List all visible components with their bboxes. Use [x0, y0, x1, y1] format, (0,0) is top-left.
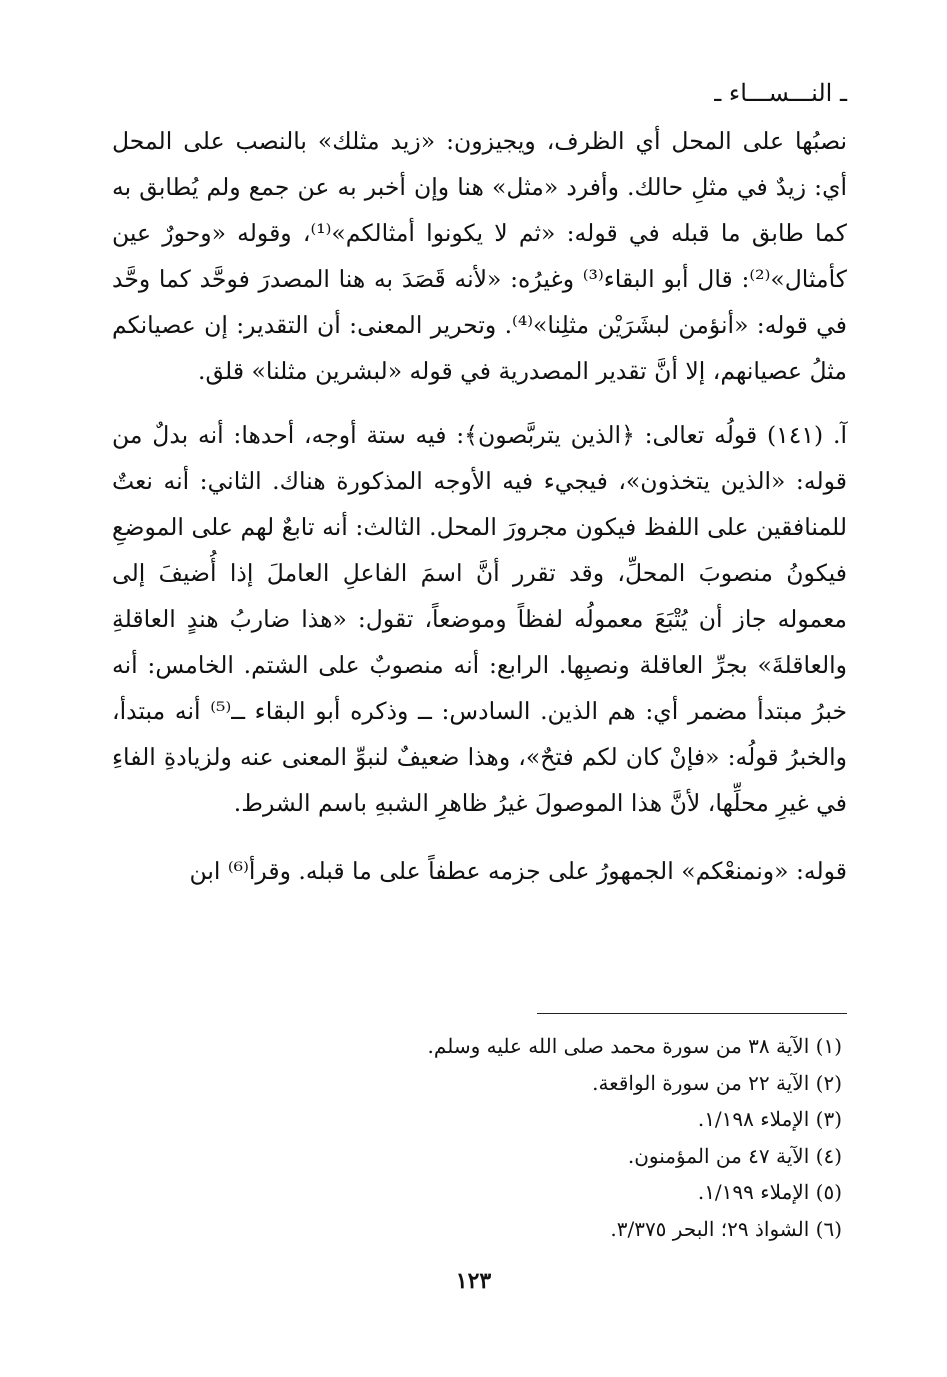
footnote-divider: [537, 1013, 847, 1014]
paragraph-1: نصبُها على المحل أي الظرف، ويجيزون: «زيد مثلك» بالنصب على المحل أي: زيدٌ في مثلِ حالك. وأفرد «مثل» هنا وإن أخبر به عن جمع ولم يُطابق به كما طابق ما قبله في قوله: «ثم لا يكونوا أمثالكم»⁽¹⁾، وقوله «وحورٌ عين كأمثال»⁽²⁾: قال أبو البقاء⁽³⁾ وغيرُه: «لأنه قَصَدَ به هنا المصدرَ فوحَّد كما وحَّد في قوله: «أنؤمن لبشَرَيْن مثلِنا»⁽⁴⁾. وتحرير المعنى: أن التقدير: إن عصيانكم مثلُ عصيانهم، إلا أنَّ تقدير المصدرية في قوله «لبشرين مثلنا» قلق.: [112, 127, 847, 385]
footnotes-list: [322, 1028, 842, 1247]
footnote-6: (٦) الشواذ ٢٩؛ البحر ٣/٣٧٥.: [610, 1216, 842, 1241]
footnote-5: (٥) الإملاء ١/١٩٩.: [697, 1180, 842, 1204]
footnote-4: (٤) الآية ٤٧ من المؤمنون.: [627, 1143, 842, 1168]
running-header: ـ النـــســـاء ـ: [714, 79, 847, 107]
paragraph-3: قوله: «ونمنعْكم» الجمهورُ على جزمه عطفاً على ما قبله. وقرأ⁽⁶⁾ ابن: [189, 857, 847, 885]
footnote-2: (٢) الآية ٢٢ من سورة الواقعة.: [592, 1070, 842, 1095]
page-number: ١٢٣: [455, 1268, 492, 1294]
footnote-1: (١) الآية ٣٨ من سورة محمد صلى الله عليه وسلم.: [427, 1034, 842, 1058]
paragraph-verse-141: آ. (١٤١) قولُه تعالى: ﴿الذين يتربَّصون﴾: فيه ستة أوجه، أحدها: أنه بدلٌ من قوله: «الذين يتخذون»، فيجيء فيه الأوجه المذكورة هناك. الثاني: أنه نعتٌ للمنافقين على اللفظ فيكون مجرورَ المحل. الثالث: أنه تابعٌ لهم على الموضعِ فيكونُ منصوبَ المحلِّ، وقد تقرر أنَّ اسمَ الفاعلِ العاملَ إذا أُضيفَ إلى معموله جاز أن يُتْبَعَ معمولُه لفظاً وموضعاً، تقول: «هذا ضاربُ هندٍ العاقلةِ والعاقلةَ» بجرِّ العاقلة ونصبِها. الرابع: أنه منصوبٌ على الشتم. الخامس: أنه خبرُ مبتدأ مضمر أي: هم الذين. السادس: ــ وذكره أبو البقاء ــ⁽⁵⁾ أنه مبتدأ، والخبرُ قولُه: «فإنْ كان لكم فتحٌ»، وهذا ضعيفٌ لنبوِّ المعنى عنه ولزيادةِ الفاءِ في غيرِ محلِّها، لأنَّ هذا الموصولَ غيرُ ظاهرِ الشبهِ باسم الشرط.: [112, 421, 847, 817]
footnote-3: (٣) الإملاء ١/١٩٨.: [697, 1107, 842, 1131]
main-text: [112, 118, 847, 894]
